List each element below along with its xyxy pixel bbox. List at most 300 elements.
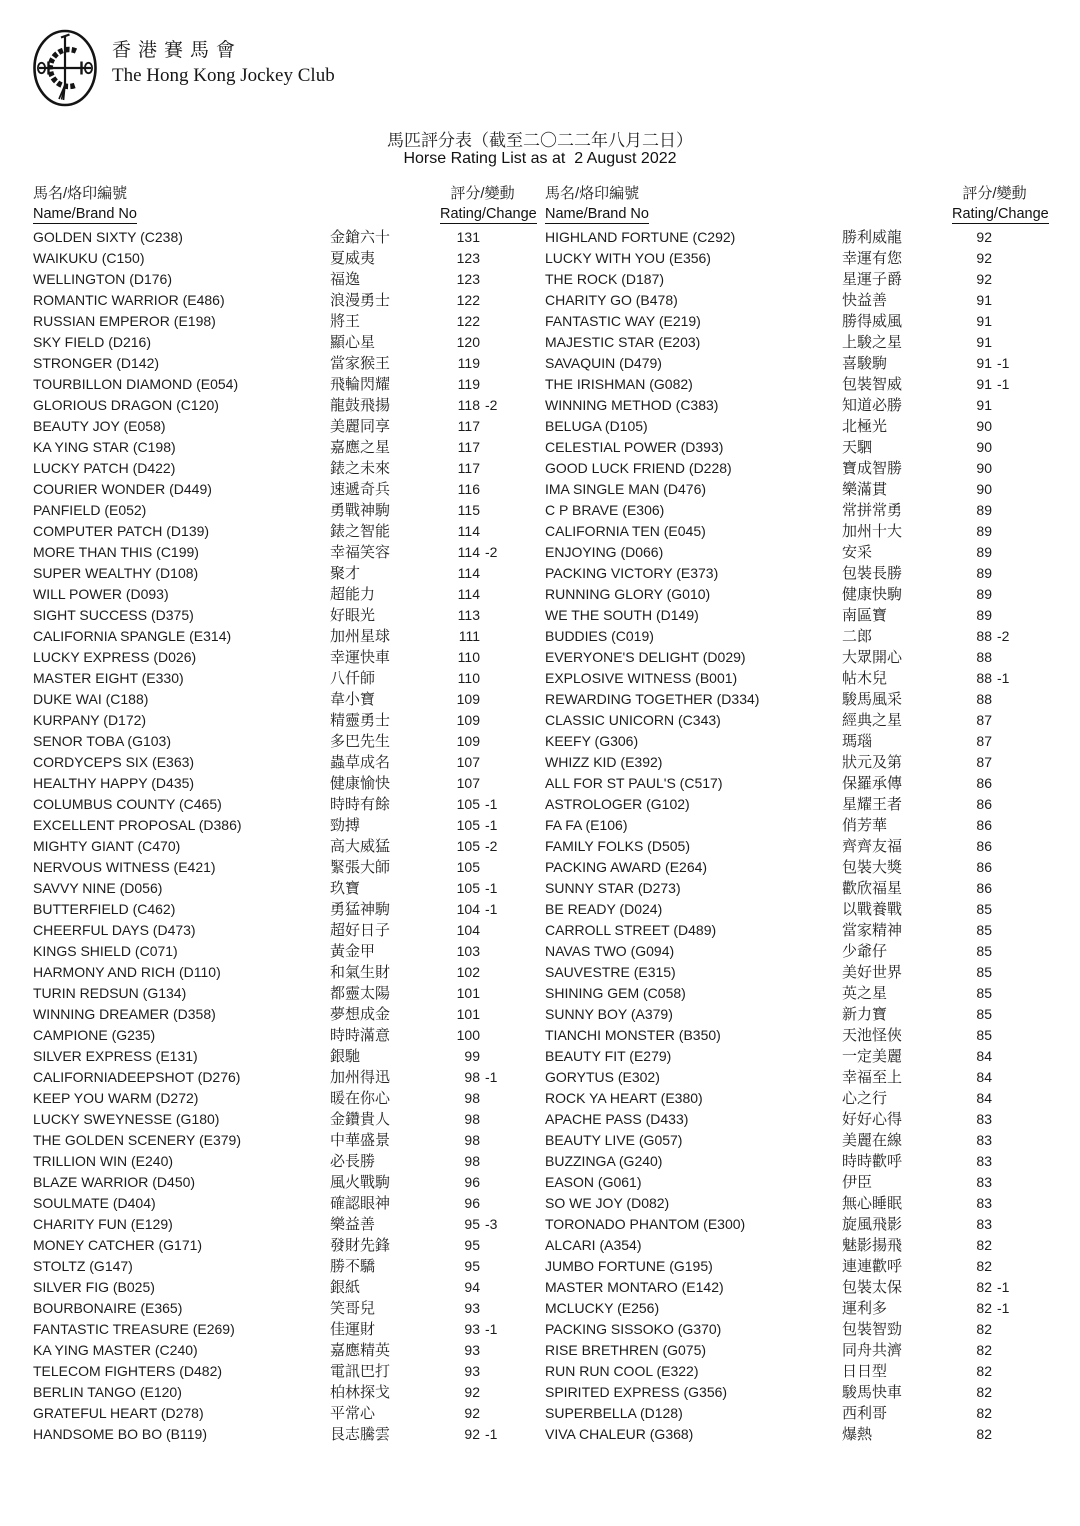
name-header-chinese: 馬名/烙印編號 — [545, 185, 640, 202]
horse-rating: 83 — [976, 1132, 992, 1148]
name-header-english: Name/Brand No — [33, 206, 137, 222]
horse-rating: 98 — [464, 1069, 480, 1085]
horse-name-chinese: 大眾開心 — [842, 649, 903, 666]
horse-rating: 89 — [976, 523, 992, 539]
horse-name-english: SUNNY BOY (A379) — [545, 1006, 673, 1022]
horse-name-english: CHARITY GO (B478) — [545, 292, 678, 308]
horse-name-chinese: 天駟 — [842, 439, 873, 456]
horse-name-english: WINNING METHOD (C383) — [545, 397, 719, 413]
horse-name-chinese: 韋小寶 — [330, 691, 376, 708]
horse-rating: 82 — [976, 1300, 992, 1316]
horse-rating: 83 — [976, 1195, 992, 1211]
horse-rating: 113 — [457, 607, 480, 623]
horse-name-english: KA YING STAR (C198) — [33, 439, 176, 455]
horse-name-chinese: 蟲草成名 — [330, 754, 391, 771]
horse-rating: 89 — [976, 565, 992, 581]
horse-rating: 119 — [457, 355, 480, 371]
horse-name-english: THE IRISHMAN (G082) — [545, 376, 693, 392]
table-row — [545, 227, 1037, 248]
horse-rating: 123 — [456, 250, 480, 266]
horse-rating: 98 — [464, 1132, 480, 1148]
horse-name-chinese: 俏芳華 — [842, 817, 888, 834]
horse-name-english: LUCKY PATCH (D422) — [33, 460, 176, 476]
horse-rating: 105 — [456, 796, 480, 812]
horse-rating: 85 — [976, 943, 992, 959]
horse-name-chinese: 瑪瑙 — [842, 733, 873, 750]
horse-name-english: SAVAQUIN (D479) — [545, 355, 662, 371]
rating-change: -2 — [485, 397, 498, 413]
logo-block — [32, 28, 335, 108]
table-row — [33, 899, 525, 920]
rating-change: -1 — [485, 901, 498, 917]
table-row — [545, 1424, 1037, 1445]
horse-name-chinese: 電訊巴打 — [330, 1363, 391, 1380]
horse-name-chinese: 加州星球 — [330, 628, 391, 645]
horse-rating: 116 — [457, 481, 480, 497]
horse-name-chinese: 無心睡眠 — [842, 1195, 903, 1212]
horse-name-english: BUTTERFIELD (C462) — [33, 901, 176, 917]
horse-rating: 111 — [458, 628, 480, 644]
table-row — [545, 1130, 1037, 1151]
horse-name-english: MASTER EIGHT (E330) — [33, 670, 184, 686]
horse-name-english: LUCKY SWEYNESSE (G180) — [33, 1111, 220, 1127]
horse-name-chinese: 北極光 — [842, 418, 888, 435]
horse-name-chinese: 喜駿駒 — [842, 355, 888, 372]
horse-name-chinese: 西利哥 — [842, 1405, 888, 1422]
table-row — [33, 1193, 525, 1214]
table-row — [545, 815, 1037, 836]
table-row — [545, 689, 1037, 710]
horse-rating: 87 — [976, 712, 992, 728]
horse-name-english: SKY FIELD (D216) — [33, 334, 152, 350]
horse-name-chinese: 和氣生財 — [330, 964, 391, 981]
horse-name-english: MASTER MONTARO (E142) — [545, 1279, 724, 1295]
horse-name-english: CHARITY FUN (E129) — [33, 1216, 173, 1232]
horse-rating: 101 — [456, 985, 480, 1001]
horse-name-chinese: 佳運財 — [330, 1321, 376, 1338]
rating-change: -1 — [485, 796, 498, 812]
horse-rating: 122 — [456, 313, 480, 329]
horse-name-english: WAIKUKU (C150) — [33, 250, 145, 266]
horse-rating: 98 — [464, 1090, 480, 1106]
horse-name-english: CARROLL STREET (D489) — [545, 922, 717, 938]
horse-rating: 86 — [976, 859, 992, 875]
horse-rating: 95 — [464, 1237, 480, 1253]
horse-rating: 86 — [976, 838, 992, 854]
horse-name-chinese: 福逸 — [330, 271, 361, 288]
horse-rating: 92 — [464, 1405, 480, 1421]
horse-name-chinese: 駿馬風采 — [842, 691, 903, 708]
horse-name-chinese: 錶之未來 — [330, 460, 391, 477]
rating-change: -1 — [485, 817, 498, 833]
horse-rating: 90 — [976, 439, 992, 455]
horse-rating: 102 — [456, 964, 480, 980]
horse-name-chinese: 勇戰神駒 — [330, 502, 391, 519]
table-row — [33, 1382, 525, 1403]
horse-name-english: PACKING AWARD (E264) — [545, 859, 708, 875]
horse-name-chinese: 心之行 — [842, 1090, 888, 1107]
horse-name-chinese: 英之星 — [842, 985, 888, 1002]
horse-rating: 92 — [976, 229, 992, 245]
table-row — [33, 1256, 525, 1277]
horse-name-english: VIVA CHALEUR (G368) — [545, 1426, 694, 1442]
horse-name-chinese: 健康愉快 — [330, 775, 391, 792]
horse-name-chinese: 寶成智勝 — [842, 460, 903, 477]
horse-name-english: ROMANTIC WARRIOR (E486) — [33, 292, 225, 308]
table-row — [33, 752, 525, 773]
horse-name-chinese: 確認眼神 — [330, 1195, 391, 1212]
horse-name-chinese: 平常心 — [330, 1405, 376, 1422]
table-row — [33, 794, 525, 815]
table-row — [545, 1151, 1037, 1172]
horse-name-english: CALIFORNIADEEPSHOT (D276) — [33, 1069, 241, 1085]
table-row — [545, 332, 1037, 353]
table-row — [33, 227, 525, 248]
table-row — [545, 458, 1037, 479]
horse-name-chinese: 好好心得 — [842, 1111, 903, 1128]
horse-name-chinese: 一定美麗 — [842, 1048, 903, 1065]
horse-name-chinese: 好眼光 — [330, 607, 376, 624]
horse-name-chinese: 黃金甲 — [330, 943, 376, 960]
horse-name-english: SHINING GEM (C058) — [545, 985, 686, 1001]
horse-name-english: C P BRAVE (E306) — [545, 502, 665, 518]
horse-name-chinese: 歡欣福星 — [842, 880, 903, 897]
horse-name-english: GLORIOUS DRAGON (C120) — [33, 397, 219, 413]
horse-name-english: RUSSIAN EMPEROR (E198) — [33, 313, 216, 329]
table-row — [545, 983, 1037, 1004]
horse-rating: 117 — [457, 418, 480, 434]
horse-name-chinese: 必長勝 — [330, 1153, 376, 1170]
horse-name-english: HANDSOME BO BO (B119) — [33, 1426, 208, 1442]
horse-name-chinese: 常拼常勇 — [842, 502, 903, 519]
horse-name-chinese: 顯心星 — [330, 334, 376, 351]
table-row — [33, 941, 525, 962]
table-row — [33, 962, 525, 983]
name-header-english: Name/Brand No — [545, 206, 649, 222]
horse-rating: 85 — [976, 964, 992, 980]
table-row — [33, 1214, 525, 1235]
horse-name-chinese: 樂益善 — [330, 1216, 376, 1233]
table-row — [545, 1235, 1037, 1256]
horse-name-english: SOULMATE (D404) — [33, 1195, 156, 1211]
horse-name-english: TORONADO PHANTOM (E300) — [545, 1216, 746, 1232]
table-row — [545, 647, 1037, 668]
horse-name-chinese: 柏林探戈 — [330, 1384, 391, 1401]
horse-rating: 83 — [976, 1153, 992, 1169]
horse-name-english: JUMBO FORTUNE (G195) — [545, 1258, 713, 1274]
horse-rating: 88 — [976, 691, 992, 707]
table-row — [33, 1277, 525, 1298]
horse-rating: 87 — [976, 733, 992, 749]
horse-name-english: SAVVY NINE (D056) — [33, 880, 163, 896]
horse-rating: 82 — [976, 1426, 992, 1442]
horse-name-chinese: 當家猴王 — [330, 355, 391, 372]
table-row — [33, 563, 525, 584]
horse-rating: 93 — [464, 1342, 480, 1358]
horse-rating: 90 — [976, 481, 992, 497]
horse-rating: 105 — [456, 859, 480, 875]
table-row — [545, 290, 1037, 311]
horse-name-english: SENOR TOBA (G103) — [33, 733, 171, 749]
horse-rating: 118 — [457, 397, 480, 413]
horse-name-chinese: 旋風飛影 — [842, 1216, 903, 1233]
horse-rating: 117 — [457, 460, 480, 476]
horse-name-english: SAUVESTRE (E315) — [545, 964, 676, 980]
horse-name-chinese: 經典之星 — [842, 712, 903, 729]
table-row — [545, 794, 1037, 815]
horse-name-chinese: 天池怪俠 — [842, 1027, 903, 1044]
horse-rating: 110 — [457, 649, 480, 665]
horse-name-english: BERLIN TANGO (E120) — [33, 1384, 182, 1400]
table-row — [33, 1403, 525, 1424]
table-row — [545, 416, 1037, 437]
rating-change: -2 — [485, 544, 498, 560]
horse-rating: 84 — [976, 1048, 992, 1064]
table-row — [545, 1172, 1037, 1193]
horse-name-chinese: 玖寶 — [330, 880, 361, 897]
column-header-right — [545, 183, 1049, 225]
horse-rating: 85 — [976, 1027, 992, 1043]
horse-name-chinese: 浪漫勇士 — [330, 292, 391, 309]
horse-rating: 94 — [464, 1279, 480, 1295]
horse-rating: 82 — [976, 1258, 992, 1274]
horse-name-english: FAMILY FOLKS (D505) — [545, 838, 690, 854]
horse-rating: 90 — [976, 460, 992, 476]
horse-rating: 104 — [456, 901, 480, 917]
horse-name-english: DUKE WAI (C188) — [33, 691, 149, 707]
horse-name-english: WELLINGTON (D176) — [33, 271, 172, 287]
table-row — [33, 311, 525, 332]
horse-name-english: BEAUTY JOY (E058) — [33, 418, 166, 434]
horse-rating-table — [33, 227, 1037, 1445]
horse-name-chinese: 少爺仔 — [842, 943, 888, 960]
hkjc-logo-icon — [32, 28, 98, 108]
horse-name-chinese: 連連歡呼 — [842, 1258, 903, 1275]
horse-rating: 89 — [976, 586, 992, 602]
horse-column-right — [545, 227, 1037, 1445]
rating-change: -1 — [485, 1426, 498, 1442]
horse-name-english: ASTROLOGER (G102) — [545, 796, 690, 812]
table-row — [33, 1088, 525, 1109]
horse-name-english: KURPANY (D172) — [33, 712, 147, 728]
horse-rating: 84 — [976, 1090, 992, 1106]
horse-name-chinese: 銀紙 — [330, 1279, 361, 1296]
horse-name-chinese: 勁搏 — [330, 817, 361, 834]
horse-rating: 105 — [456, 880, 480, 896]
horse-name-chinese: 南區寶 — [842, 607, 888, 624]
document-title-chinese: 馬匹評分表（截至二〇二二年八月二日） — [387, 131, 693, 150]
table-row — [545, 1340, 1037, 1361]
table-row — [545, 269, 1037, 290]
horse-name-chinese: 精靈勇士 — [330, 712, 391, 729]
horse-rating: 91 — [976, 334, 992, 350]
horse-name-english: SUPER WEALTHY (D108) — [33, 565, 199, 581]
rating-change: -2 — [997, 628, 1010, 644]
horse-rating: 93 — [464, 1300, 480, 1316]
horse-name-chinese: 幸福笑容 — [330, 544, 391, 561]
table-row — [33, 248, 525, 269]
table-row — [545, 605, 1037, 626]
table-row — [545, 1193, 1037, 1214]
table-row — [545, 248, 1037, 269]
table-row — [545, 962, 1037, 983]
horse-name-chinese: 駿馬快車 — [842, 1384, 903, 1401]
horse-name-english: PANFIELD (E052) — [33, 502, 147, 518]
table-row — [33, 857, 525, 878]
table-row — [33, 353, 525, 374]
horse-name-chinese: 時時有餘 — [330, 796, 391, 813]
horse-rating: 99 — [464, 1048, 480, 1064]
table-row — [545, 542, 1037, 563]
horse-rating: 91 — [976, 397, 992, 413]
table-row — [545, 1382, 1037, 1403]
horse-name-chinese: 多巴先生 — [330, 733, 391, 750]
horse-name-english: GOLDEN SIXTY (C238) — [33, 229, 183, 245]
table-row — [33, 269, 525, 290]
horse-name-english: NERVOUS WITNESS (E421) — [33, 859, 216, 875]
horse-name-english: BE READY (D024) — [545, 901, 663, 917]
horse-name-english: LUCKY EXPRESS (D026) — [33, 649, 197, 665]
horse-rating: 92 — [464, 1426, 480, 1442]
horse-rating: 89 — [976, 502, 992, 518]
table-row — [545, 668, 1037, 689]
horse-name-chinese: 暖在你心 — [330, 1090, 391, 1107]
table-row — [545, 1214, 1037, 1235]
horse-rating: 89 — [976, 544, 992, 560]
horse-name-english: BOURBONAIRE (E365) — [33, 1300, 183, 1316]
table-row — [33, 395, 525, 416]
horse-name-english: SUNNY STAR (D273) — [545, 880, 681, 896]
table-row — [33, 1340, 525, 1361]
table-row — [545, 1046, 1037, 1067]
rating-header-chinese: 評分/變動 — [962, 185, 1027, 202]
horse-name-chinese: 當家精神 — [842, 922, 903, 939]
table-row — [545, 584, 1037, 605]
horse-name-english: ROCK YA HEART (E380) — [545, 1090, 703, 1106]
horse-rating: 107 — [456, 775, 480, 791]
rating-change: -1 — [997, 1300, 1010, 1316]
horse-rating: 92 — [976, 271, 992, 287]
table-row — [33, 605, 525, 626]
table-row — [33, 1424, 525, 1445]
horse-name-chinese: 勝利威龍 — [842, 229, 903, 246]
horse-rating: 109 — [456, 691, 480, 707]
horse-name-chinese: 高大威猛 — [330, 838, 391, 855]
horse-name-english: SILVER EXPRESS (E131) — [33, 1048, 198, 1064]
horse-name-chinese: 爆熱 — [842, 1426, 873, 1443]
table-row — [545, 1319, 1037, 1340]
horse-rating: 82 — [976, 1321, 992, 1337]
horse-name-english: COLUMBUS COUNTY (C465) — [33, 796, 222, 812]
name-header-chinese: 馬名/烙印編號 — [33, 185, 128, 202]
horse-column-left — [33, 227, 525, 1445]
table-row — [33, 920, 525, 941]
horse-name-chinese: 勝不驕 — [330, 1258, 376, 1275]
horse-name-chinese: 包裝長勝 — [842, 565, 903, 582]
horse-name-english: TIANCHI MONSTER (B350) — [545, 1027, 721, 1043]
horse-rating: 83 — [976, 1174, 992, 1190]
horse-rating: 104 — [456, 922, 480, 938]
horse-name-english: TELECOM FIGHTERS (D482) — [33, 1363, 223, 1379]
horse-name-english: SILVER FIG (B025) — [33, 1279, 155, 1295]
table-row — [33, 542, 525, 563]
horse-rating: 98 — [464, 1111, 480, 1127]
horse-rating: 83 — [976, 1216, 992, 1232]
table-row — [33, 1130, 525, 1151]
table-row — [33, 1361, 525, 1382]
horse-name-chinese: 八仟師 — [330, 670, 376, 687]
horse-name-chinese: 美麗同享 — [330, 418, 391, 435]
table-row — [33, 416, 525, 437]
horse-rating: 93 — [464, 1363, 480, 1379]
horse-name-chinese: 嘉應精英 — [330, 1342, 391, 1359]
horse-rating: 92 — [976, 250, 992, 266]
horse-name-english: MORE THAN THIS (C199) — [33, 544, 199, 560]
rating-change: -1 — [997, 670, 1010, 686]
brand-name-english: The Hong Kong Jockey Club — [112, 65, 335, 86]
table-row — [33, 1172, 525, 1193]
horse-name-english: CELESTIAL POWER (D393) — [545, 439, 724, 455]
table-row — [545, 374, 1037, 395]
horse-name-english: THE GOLDEN SCENERY (E379) — [33, 1132, 241, 1148]
horse-rating: 100 — [456, 1027, 480, 1043]
horse-name-chinese: 加州得迅 — [330, 1069, 391, 1086]
horse-name-english: KEEP YOU WARM (D272) — [33, 1090, 199, 1106]
horse-name-chinese: 將王 — [330, 313, 361, 330]
table-row — [545, 353, 1037, 374]
horse-rating: 90 — [976, 418, 992, 434]
rating-change: -1 — [997, 376, 1010, 392]
horse-name-chinese: 中華盛景 — [330, 1132, 391, 1149]
horse-name-chinese: 錶之智能 — [330, 523, 391, 540]
horse-name-english: RUNNING GLORY (G010) — [545, 586, 711, 602]
horse-name-chinese: 上駿之星 — [842, 334, 903, 351]
horse-rating: 119 — [457, 376, 480, 392]
horse-name-english: GORYTUS (E302) — [545, 1069, 660, 1085]
horse-name-english: THE ROCK (D187) — [545, 271, 665, 287]
horse-name-chinese: 帖木兒 — [842, 670, 888, 687]
table-row — [545, 1361, 1037, 1382]
horse-rating: 87 — [976, 754, 992, 770]
horse-name-english: PACKING SISSOKO (G370) — [545, 1321, 722, 1337]
rating-change: -1 — [997, 1279, 1010, 1295]
rating-change: -1 — [485, 880, 498, 896]
table-row — [33, 815, 525, 836]
horse-rating: 107 — [456, 754, 480, 770]
horse-name-chinese: 星耀王者 — [842, 796, 903, 813]
table-row — [33, 332, 525, 353]
horse-rating: 93 — [464, 1321, 480, 1337]
table-row — [33, 584, 525, 605]
horse-name-english: SUPERBELLA (D128) — [545, 1405, 683, 1421]
horse-rating: 91 — [976, 313, 992, 329]
horse-name-chinese: 時時滿意 — [330, 1027, 391, 1044]
horse-rating: 120 — [456, 334, 480, 350]
horse-rating: 88 — [976, 649, 992, 665]
table-row — [545, 1298, 1037, 1319]
horse-rating: 91 — [976, 292, 992, 308]
table-row — [545, 1025, 1037, 1046]
horse-rating: 131 — [456, 229, 480, 245]
horse-name-chinese: 以戰養戰 — [842, 901, 903, 918]
horse-name-english: BUZZINGA (G240) — [545, 1153, 663, 1169]
horse-rating: 82 — [976, 1363, 992, 1379]
table-row — [33, 290, 525, 311]
table-row — [33, 689, 525, 710]
horse-name-english: EASON (G061) — [545, 1174, 642, 1190]
horse-rating: 114 — [457, 586, 480, 602]
table-row — [33, 1025, 525, 1046]
